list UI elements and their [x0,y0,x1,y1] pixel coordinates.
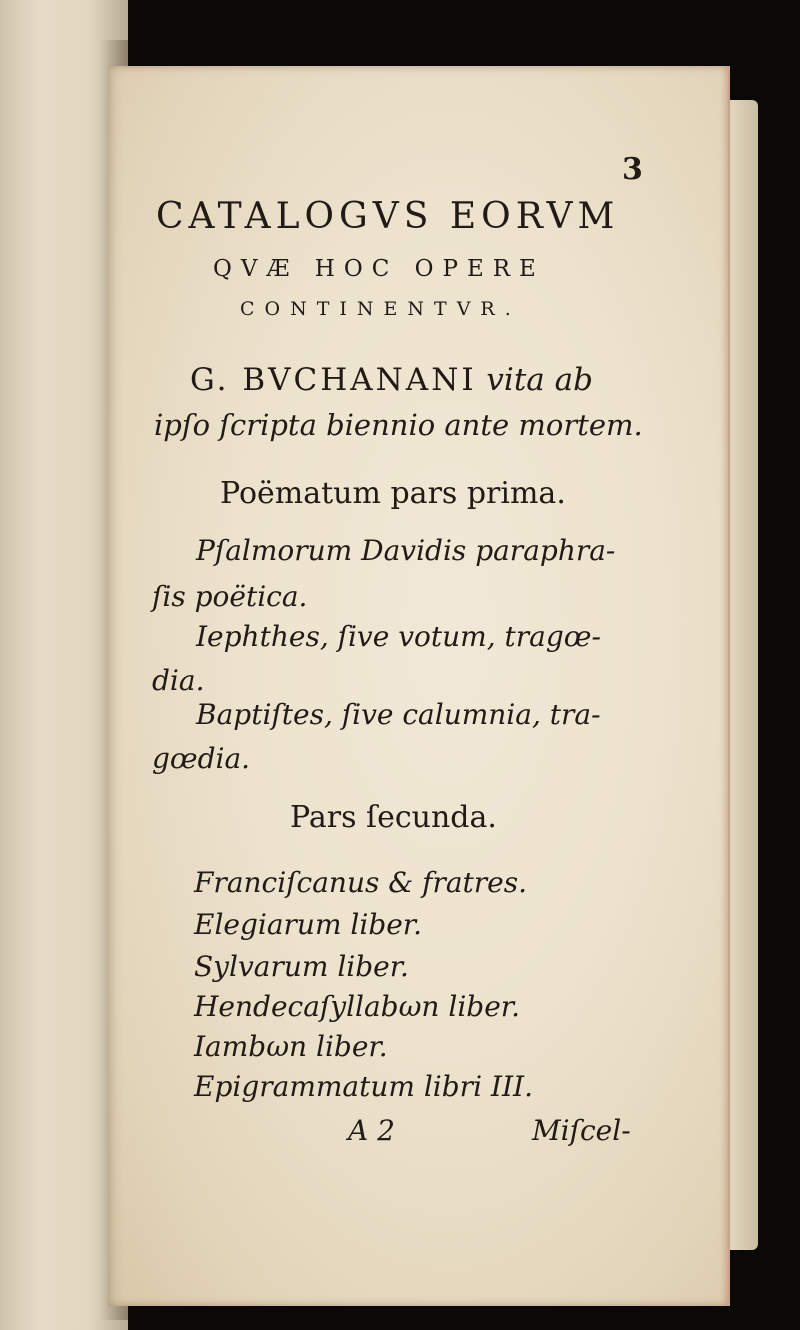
list-item: Franciſcanus & fratres. [194,866,527,899]
author-name: G. BVCHANANI [190,362,477,398]
signature-mark: A 2 [348,1114,395,1147]
intro-italic: vita ab [486,362,593,398]
book-page [108,66,730,1306]
catalogue-title: CATALOGVS EORVM [156,196,620,237]
section-heading-1: Poëmatum pars prima. [220,476,566,511]
section-heading-2: Pars ſecunda. [290,800,497,835]
list-item: Sylvarum liber. [194,950,409,983]
list-item: dia. [152,664,205,697]
page-number: 3 [622,152,643,187]
intro-line-1 [190,362,593,398]
list-item: Elegiarum liber. [194,908,423,941]
list-item: Baptiſtes, ſive calumnia, tra- [196,698,601,731]
list-item: Iephthes, ſive votum, tragœ- [196,620,601,653]
catchword: Miſcel- [532,1114,631,1147]
catalogue-subtitle-1: QVÆ HOC OPERE [213,256,545,282]
list-item: Iambωn liber. [194,1030,388,1063]
catalogue-subtitle-2: CONTINENTVR. [240,298,521,320]
list-item: gœdia. [152,742,251,775]
list-item: ſis poëtica. [152,580,308,613]
list-item: Hendecaſyllabωn liber. [194,990,520,1023]
list-item: Epigrammatum libri III. [194,1070,534,1103]
list-item: Pſalmorum Davidis paraphra- [196,534,616,567]
intro-line-2: ipſo ſcripta biennio ante mortem. [154,408,643,442]
